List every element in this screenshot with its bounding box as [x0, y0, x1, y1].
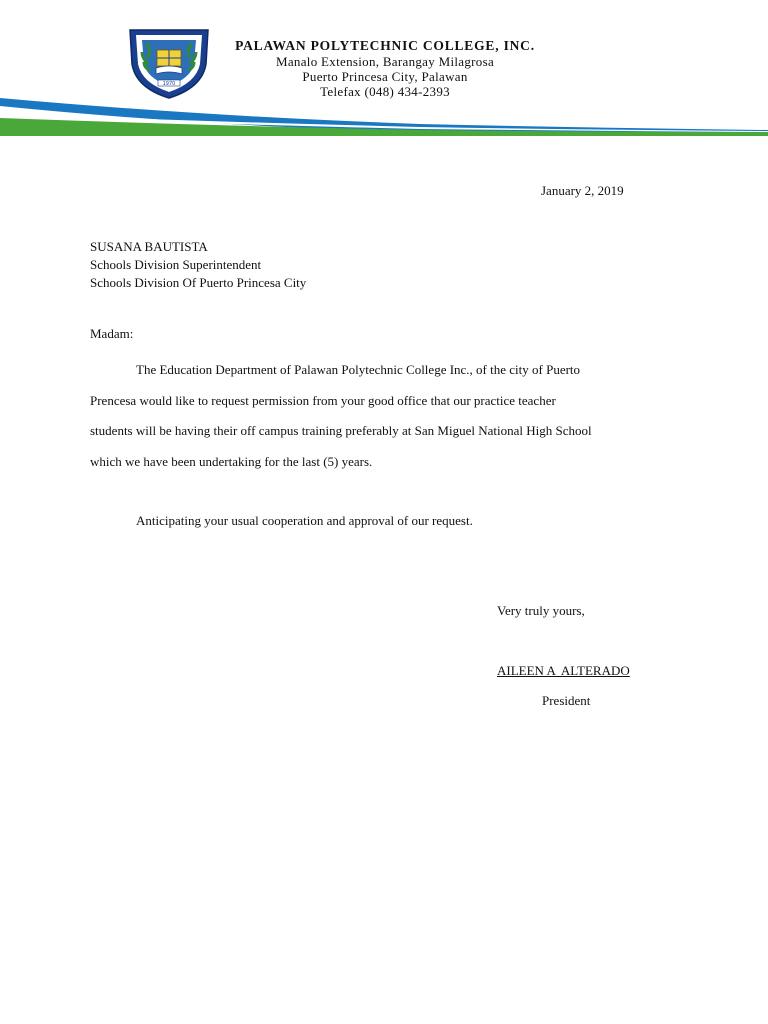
- signatory-name: AILEEN A ALTERADO: [497, 663, 630, 678]
- swoosh-band-icon: [0, 92, 768, 138]
- telefax-line: Telefax (048) 434-2393: [320, 84, 450, 99]
- svg-text:1970: 1970: [162, 81, 176, 87]
- paragraph-line: The Education Department of Palawan Polytechnic College Inc., of the city of Puerto: [136, 362, 581, 377]
- body-paragraph-1: [90, 355, 690, 477]
- body-paragraph-2: [90, 506, 690, 537]
- paragraph-line: Prencesa would like to request permission from your good office that our practice teacher: [90, 392, 556, 408]
- paragraph-line: students will be having their off campus training preferably at San Miguel National High School: [90, 423, 592, 438]
- signatory-title: President: [542, 693, 591, 708]
- recipient-name: SUSANA BAUTISTA: [90, 239, 208, 254]
- closing: Very truly yours,: [497, 603, 585, 618]
- paragraph-line: Anticipating your usual cooperation and approval of our request.: [136, 513, 473, 528]
- letter-date: January 2, 2019: [541, 183, 624, 198]
- letterhead-band: [0, 92, 768, 138]
- recipient-office: Schools Division Of Puerto Princesa City: [90, 275, 307, 290]
- college-name: PALAWAN POLYTECHNIC COLLEGE, INC.: [235, 38, 535, 53]
- address-line-2: Puerto Princesa City, Palawan: [302, 69, 468, 84]
- recipient-title: Schools Division Superintendent: [90, 257, 262, 272]
- paragraph-line: which we have been undertaking for the last (5) years.: [90, 453, 373, 469]
- salutation: Madam:: [90, 326, 134, 341]
- address-line-1: Manalo Extension, Barangay Milagrosa: [275, 54, 495, 69]
